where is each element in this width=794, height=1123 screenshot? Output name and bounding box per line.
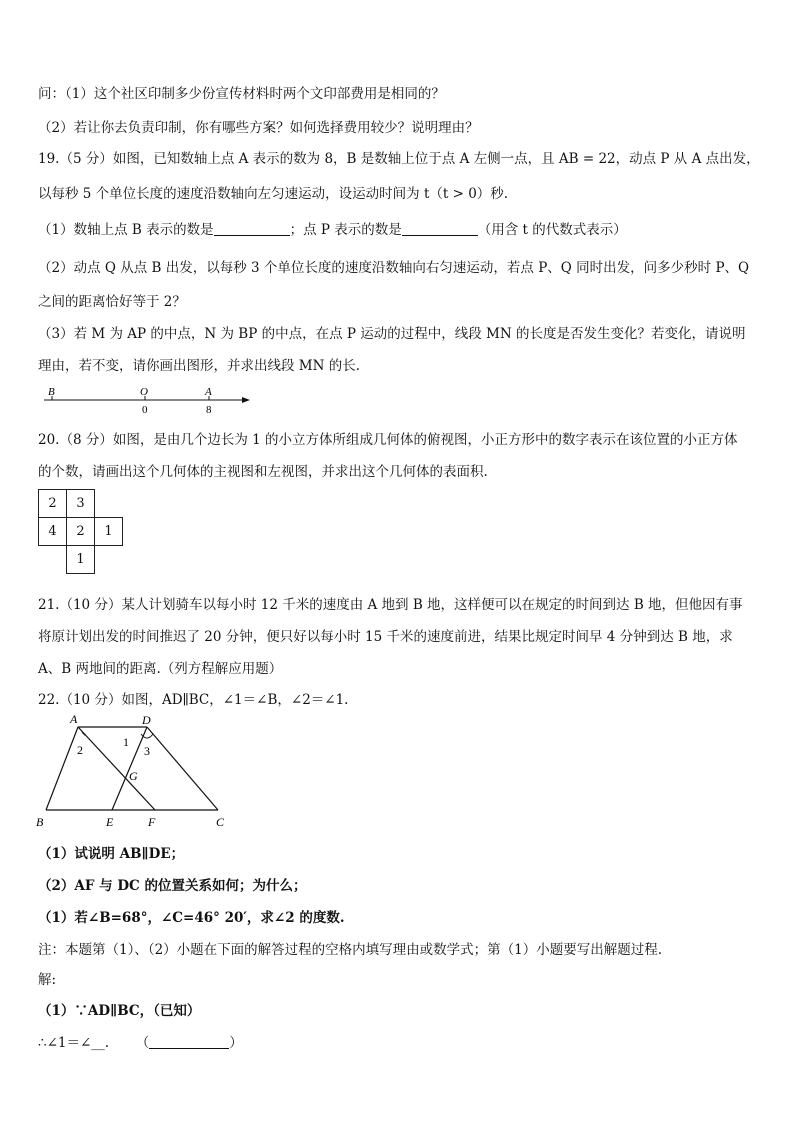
label-b-point: B — [36, 815, 44, 829]
q19-part2a: （2）动点 Q 从点 B 出发，以每秒 3 个单位长度的速度沿数轴向右匀速运动，若点 P、Q 同时出发，问多少秒时 P、Q — [38, 260, 750, 276]
tick-label-8: 8 — [206, 404, 212, 416]
q20-line2: 的个数，请画出这个几何体的主视图和左视图，并求出这个几何体的表面积. — [38, 464, 488, 480]
label-a-point: A — [70, 712, 78, 726]
top-view-grid — [38, 489, 123, 574]
q21-line2: 将原计划出发的时间推迟了 20 分钟，便只好以每小时 15 千米的速度前进，结果比规定时间早 4 分钟到达 B 地，求 — [38, 629, 733, 645]
q22-p3: （1）若∠B=68°，∠C=46° 20′，求∠2 的度数. — [38, 910, 345, 926]
number-line-arrow — [242, 397, 250, 403]
segment-ab — [46, 727, 78, 810]
label-f-point: F — [148, 815, 156, 829]
q22-s2-close: ） — [229, 1035, 243, 1051]
grid-cell: 1 — [67, 546, 95, 574]
label-b: B — [48, 386, 55, 398]
grid-empty — [39, 546, 67, 574]
grid-cell: 2 — [67, 518, 95, 546]
segment-af — [78, 727, 155, 810]
q20-line1: 20.（8 分）如图，是由几个边长为 1 的小立方体所组成几何体的俯视图，小正方形中的数字表示在该位置的小正方体 — [38, 432, 738, 448]
answer-blank-p[interactable] — [402, 223, 478, 236]
q22-s2 — [38, 1031, 243, 1051]
label-g-point: G — [129, 769, 138, 783]
label-angle-2: 2 — [77, 743, 83, 757]
grid-empty — [95, 490, 123, 518]
q19-part3b: 理由，若不变，请你画出图形，并求出线段 MN 的长. — [38, 358, 361, 374]
label-c-point: C — [216, 815, 225, 829]
segment-dc — [147, 727, 218, 810]
label-a: A — [205, 386, 212, 398]
q22-s1: （1）∵AD∥BC，（已知） — [38, 1003, 201, 1019]
grid-cell: 1 — [95, 518, 123, 546]
grid-cell: 4 — [39, 518, 67, 546]
q19-line1: 19.（5 分）如图，已知数轴上点 A 表示的数为 8，B 是数轴上位于点 A 左侧一点，且 AB = 22，动点 P 从 A 点出发， — [38, 151, 760, 167]
label-d-point: D — [142, 713, 151, 727]
grid-cell: 2 — [39, 490, 67, 518]
label-angle-1: 1 — [123, 735, 129, 749]
number-line-figure — [38, 384, 258, 418]
q18-line1: 问：（1）这个社区印制多少份宣传材料时两个文印部费用是相同的？ — [38, 86, 445, 102]
q22-note: 注：本题第（1）、（2）小题在下面的解答过程的空格内填写理由或数学式；第（1）小题要写出解题过程. — [38, 942, 663, 958]
trapezoid-figure — [30, 710, 240, 835]
q22-jie: 解: — [38, 972, 57, 988]
q19-part2b: 之间的距离恰好等于 2？ — [38, 294, 186, 310]
q21-line3: A、B 两地间的距离.（列方程解应用题） — [38, 661, 283, 677]
q19-line2: 以每秒 5 个单位长度的速度沿数轴向左匀速运动，设运动时间为 t（t > 0）秒. — [38, 186, 509, 202]
q19-part3a: （3）若 M 为 AP 的中点，N 为 BP 的中点，在点 P 运动的过程中，线段 MN 的长度是否发生变化？若变化，请说明 — [38, 326, 746, 342]
answer-blank-b[interactable] — [214, 223, 290, 236]
q19-part1-text: （1）数轴上点 B 表示的数是 — [38, 222, 214, 238]
q22-s2-open: （ — [135, 1035, 150, 1051]
tick-label-0: 0 — [142, 404, 148, 416]
q18-line2: （2）若让你去负责印制，你有哪些方案？如何选择费用较少？说明理由？ — [38, 120, 479, 136]
label-angle-3: 3 — [144, 744, 150, 758]
q22-p1: （1）试说明 AB∥DE； — [38, 846, 185, 862]
label-o: O — [140, 386, 148, 398]
q19-part1b-text: ；点 P 表示的数是 — [289, 222, 402, 238]
q19-part1 — [38, 218, 627, 238]
q19-part1c-text: （用含 t 的代数式表示） — [477, 222, 627, 238]
grid-empty — [95, 546, 123, 574]
q21-line1: 21.（10 分）某人计划骑车以每小时 12 千米的速度由 A 地到 B 地，这样便可以在规定的时间到达 B 地，但他因有事 — [38, 597, 743, 613]
q22-s2-text: ∴∠1＝∠__. — [38, 1035, 110, 1051]
q22-p2: （2）AF 与 DC 的位置关系如何；为什么； — [38, 878, 307, 894]
reason-blank[interactable] — [149, 1036, 229, 1049]
grid-cell: 3 — [67, 490, 95, 518]
q22-line1: 22.（10 分）如图，AD∥BC，∠1＝∠B，∠2＝∠1. — [38, 692, 349, 708]
label-e-point: E — [106, 815, 114, 829]
